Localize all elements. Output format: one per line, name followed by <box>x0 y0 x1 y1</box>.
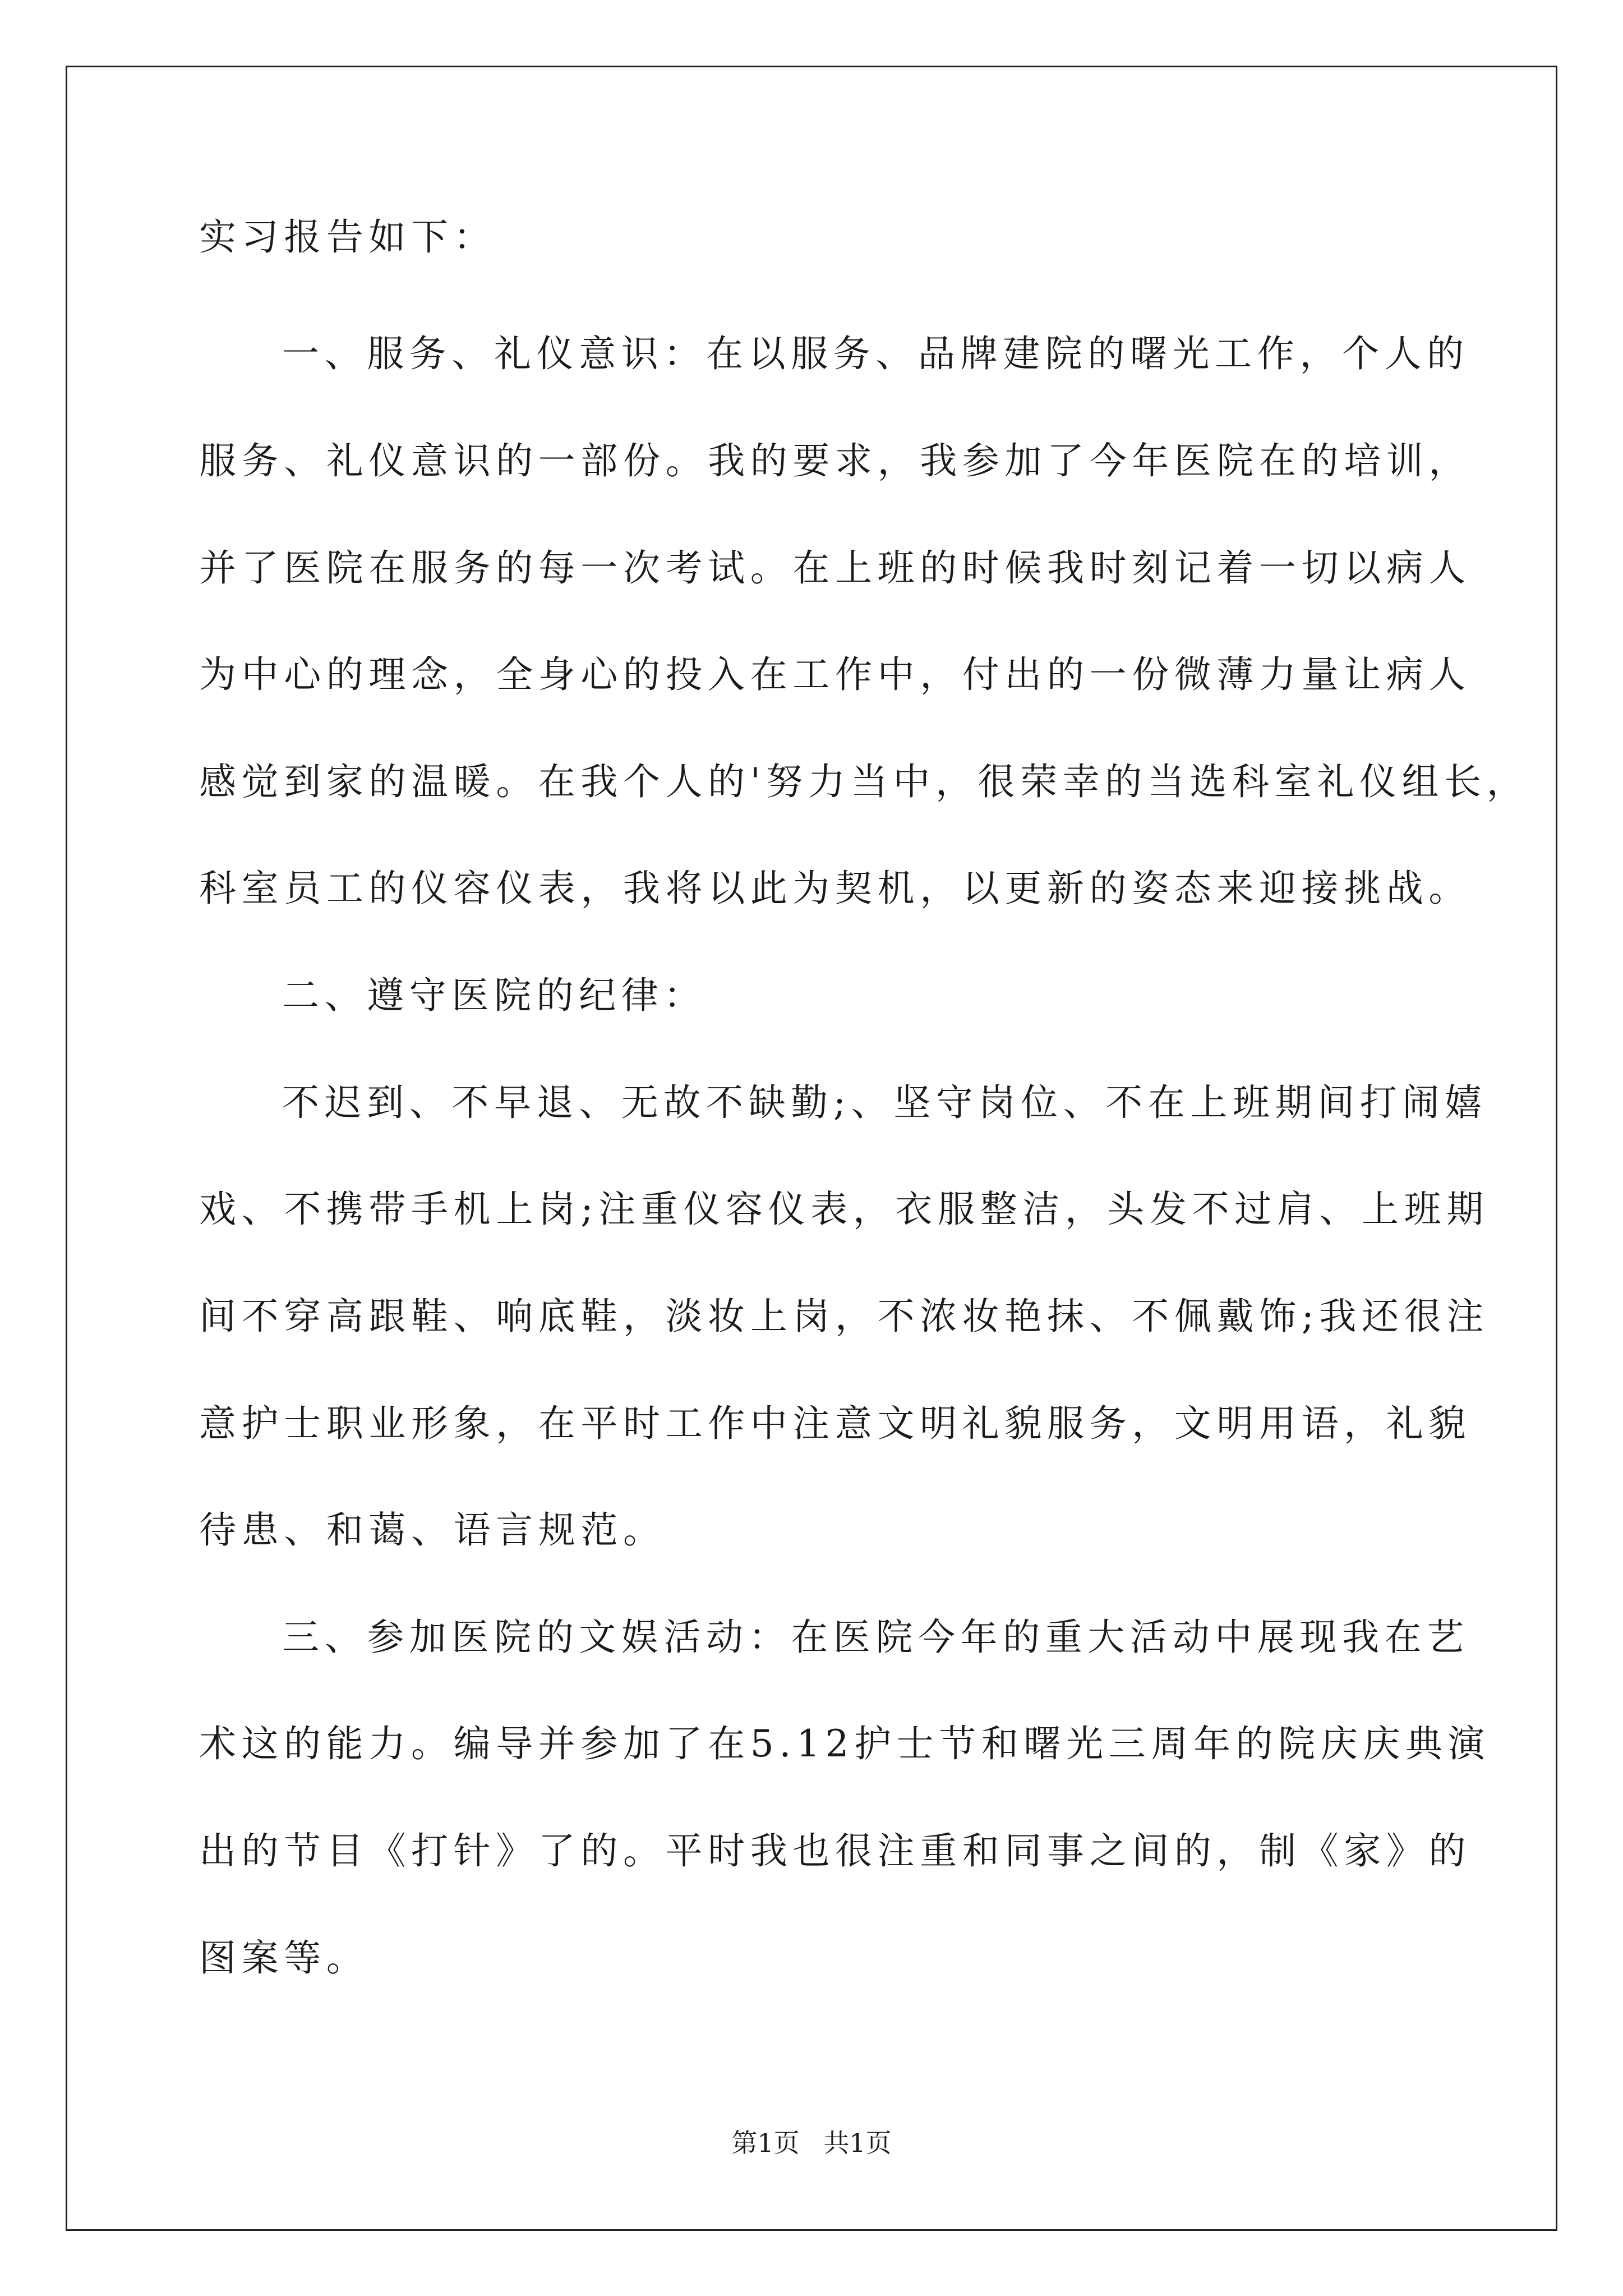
section-three-line-2: 术这的能力。编导并参加了在5.12护士节和曙光三周年的院庆庆典演 <box>199 1722 1491 1765</box>
section-one-line-5: 感觉到家的温暖。在我个人的'努力当中，很荣幸的当选科室礼仪组长， <box>199 760 1529 803</box>
section-one-line-4: 为中心的理念，全身心的投入在工作中，付出的一份微薄力量让病人 <box>199 653 1471 696</box>
page-number: 第1页 <box>731 2128 800 2158</box>
section-two-line-5: 待患、和蔼、语言规范。 <box>199 1508 666 1552</box>
section-three-line-1: 三、参加医院的文娱活动：在医院今年的重大活动中展现我在艺 <box>282 1616 1469 1659</box>
section-one-line-3: 并了医院在服务的每一次考试。在上班的时候我时刻记着一切以病人 <box>199 546 1471 590</box>
intro-line: 实习报告如下： <box>199 215 496 259</box>
section-three-line-3: 出的节目《打针》了的。平时我也很注重和同事之间的，制《家》的 <box>199 1829 1471 1872</box>
section-one-line-1: 一、服务、礼仪意识：在以服务、品牌建院的曙光工作，个人的 <box>282 332 1469 375</box>
page-total: 共1页 <box>823 2128 892 2158</box>
section-two-heading: 二、遵守医院的纪律： <box>282 974 706 1017</box>
section-three-line-4: 图案等。 <box>199 1936 369 1980</box>
section-two-line-4: 意护士职业形象，在平时工作中注意文明礼貌服务，文明用语，礼貌 <box>199 1402 1471 1445</box>
section-two-line-1: 不迟到、不早退、无故不缺勤;、坚守岗位、不在上班期间打闹嬉 <box>282 1081 1487 1124</box>
section-two-line-3: 间不穿高跟鞋、响底鞋，淡妆上岗，不浓妆艳抹、不佩戴饰;我还很注 <box>199 1295 1489 1338</box>
page-border <box>66 66 1557 2231</box>
section-two-line-2: 戏、不携带手机上岗;注重仪容仪表，衣服整洁，头发不过肩、上班期 <box>199 1188 1489 1231</box>
section-one-line-2: 服务、礼仪意识的一部份。我的要求，我参加了今年医院在的培训， <box>199 439 1471 482</box>
page-footer <box>0 2126 1623 2160</box>
section-one-line-6: 科室员工的仪容仪表，我将以此为契机，以更新的姿态来迎接挑战。 <box>199 867 1471 910</box>
